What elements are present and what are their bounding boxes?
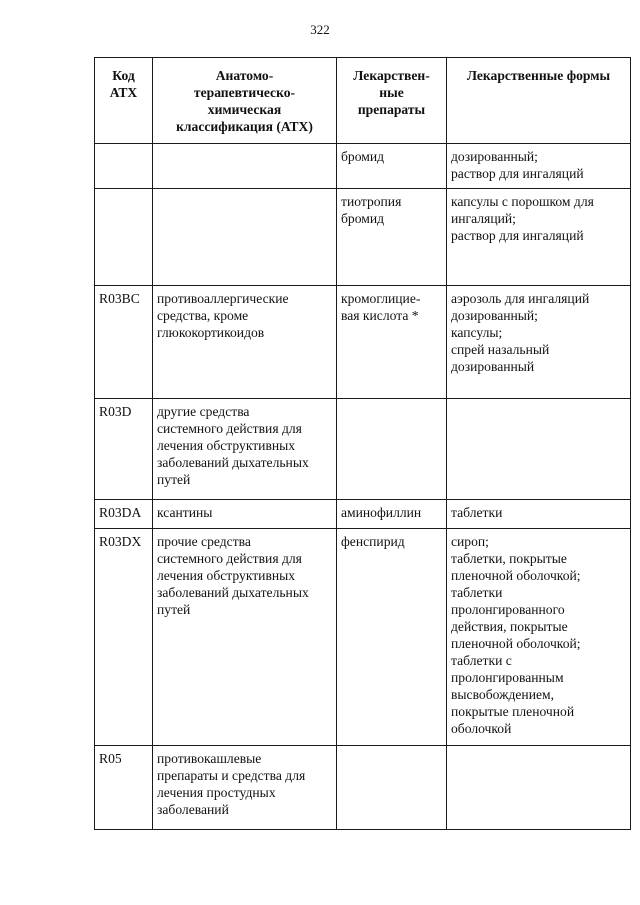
cell-forms: сироп; таблетки, покрытые пленочной оболочкой; таблетки пролонгированного действия, покрытые пленочной оболочкой; таблетки с пролонгированным высвобождением, покрытые пленочной оболочкой bbox=[447, 529, 631, 746]
cell-classification: другие средства системного действия для лечения обструктивных заболеваний дыхательных путей bbox=[153, 399, 337, 500]
cell-code: R05 bbox=[95, 746, 153, 830]
header-code: Код АТХ bbox=[95, 58, 153, 144]
cell-code bbox=[95, 189, 153, 286]
table-row bbox=[95, 746, 631, 830]
table-row bbox=[95, 500, 631, 529]
cell-classification bbox=[153, 144, 337, 189]
cell-classification: прочие средства системного действия для лечения обструктивных заболеваний дыхательных путей bbox=[153, 529, 337, 746]
table-row bbox=[95, 399, 631, 500]
cell-forms bbox=[447, 746, 631, 830]
cell-code: R03D bbox=[95, 399, 153, 500]
header-classification: Анатомо- терапевтическо- химическая классификация (АТХ) bbox=[153, 58, 337, 144]
cell-drug: тиотропия бромид bbox=[337, 189, 447, 286]
cell-classification bbox=[153, 189, 337, 286]
cell-drug: фенспирид bbox=[337, 529, 447, 746]
header-forms: Лекарственные формы bbox=[447, 58, 631, 144]
table-header-row bbox=[95, 58, 631, 144]
cell-classification: ксантины bbox=[153, 500, 337, 529]
cell-drug bbox=[337, 399, 447, 500]
cell-code: R03BC bbox=[95, 286, 153, 399]
cell-forms bbox=[447, 399, 631, 500]
atx-table bbox=[94, 57, 631, 830]
cell-forms: таблетки bbox=[447, 500, 631, 529]
cell-code bbox=[95, 144, 153, 189]
cell-drug: аминофиллин bbox=[337, 500, 447, 529]
header-drugs: Лекарствен- ные препараты bbox=[337, 58, 447, 144]
cell-drug: бромид bbox=[337, 144, 447, 189]
cell-code: R03DA bbox=[95, 500, 153, 529]
cell-forms: дозированный; раствор для ингаляций bbox=[447, 144, 631, 189]
table-row bbox=[95, 529, 631, 746]
cell-classification: противокашлевые препараты и средства для лечения простудных заболеваний bbox=[153, 746, 337, 830]
table-row bbox=[95, 189, 631, 286]
cell-drug: кромоглицие- вая кислота * bbox=[337, 286, 447, 399]
cell-classification: противоаллергические средства, кроме глюкокортикоидов bbox=[153, 286, 337, 399]
table-row bbox=[95, 144, 631, 189]
cell-drug bbox=[337, 746, 447, 830]
cell-code: R03DX bbox=[95, 529, 153, 746]
table-row bbox=[95, 286, 631, 399]
cell-forms: аэрозоль для ингаляций дозированный; капсулы; спрей назальный дозированный bbox=[447, 286, 631, 399]
page-number: 322 bbox=[310, 22, 330, 37]
cell-forms: капсулы с порошком для ингаляций; раствор для ингаляций bbox=[447, 189, 631, 286]
